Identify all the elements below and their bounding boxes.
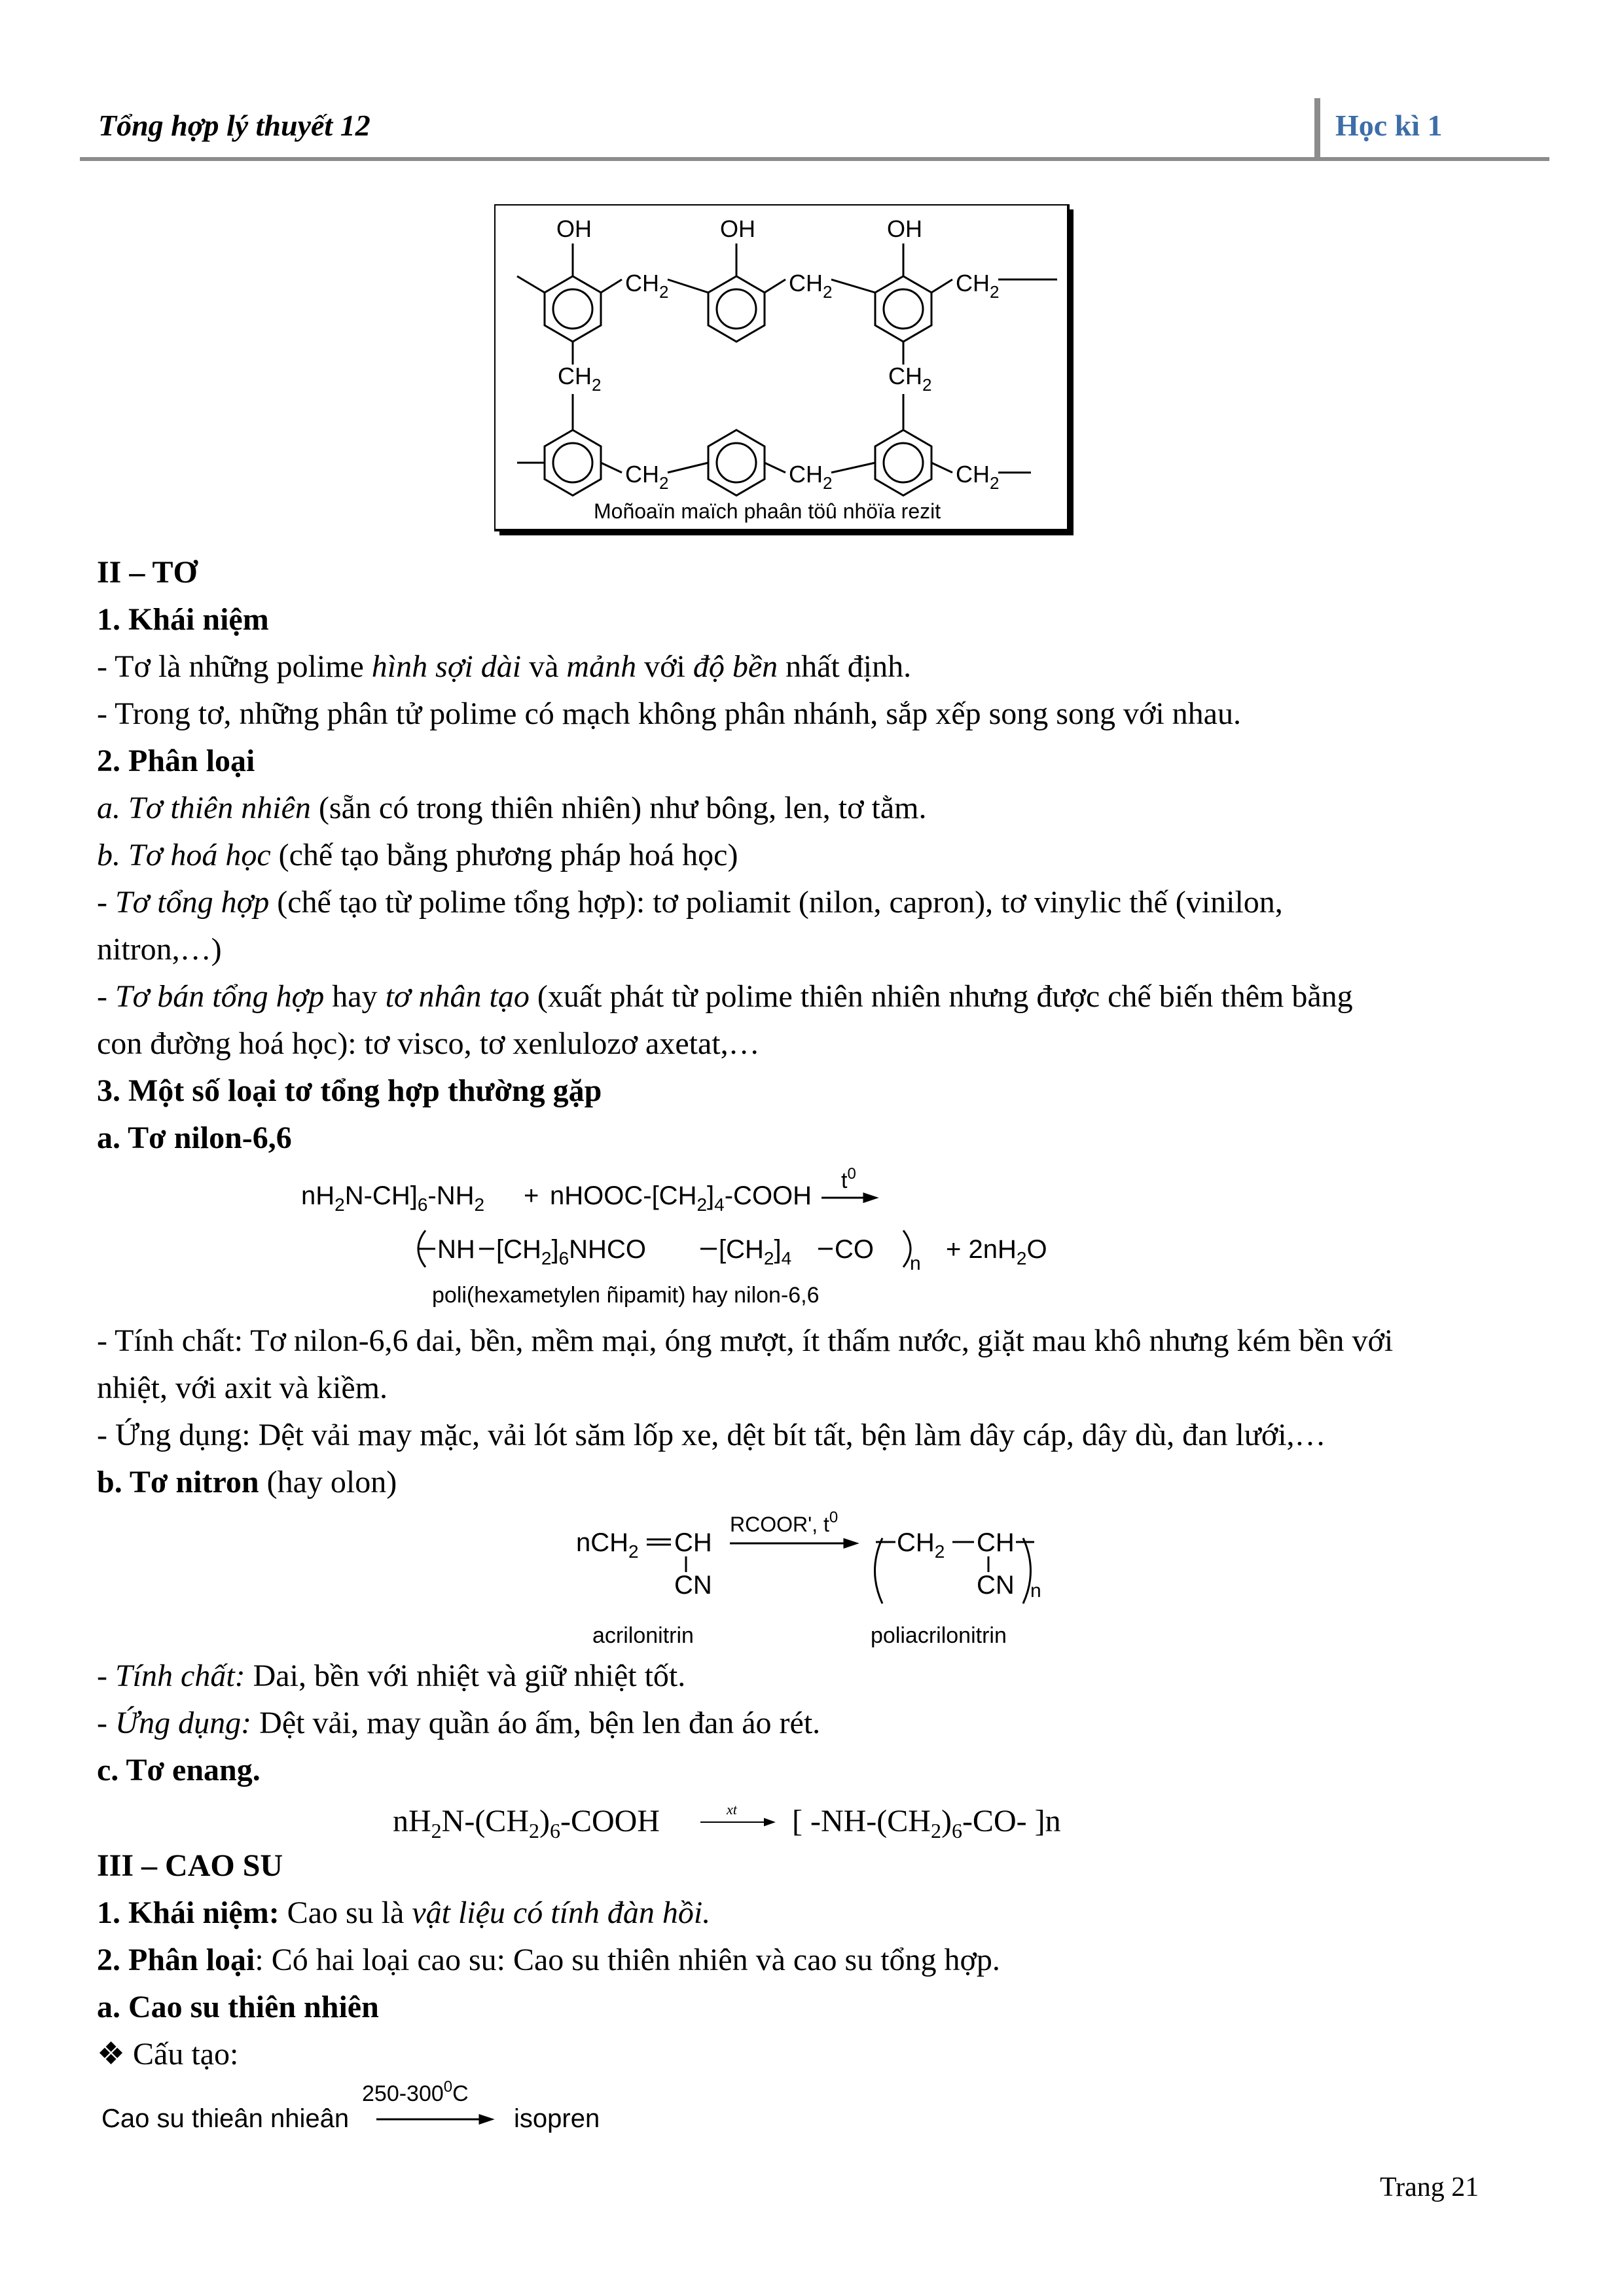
subsection-heading: 1. Khái niệm bbox=[97, 602, 269, 637]
paragraph: - Tơ bán tổng hợp hay tơ nhân tạo (xuất phát từ polime thiên nhiên nhưng được chế biến thêm bằng bbox=[97, 979, 1353, 1014]
paragraph: - Tính chất: Dai, bền với nhiệt và giữ nhiệt tốt. bbox=[97, 1659, 686, 1693]
oh-label: OH bbox=[556, 215, 592, 242]
svg-text:CN: CN bbox=[674, 1571, 712, 1600]
paragraph: nhiệt, với axit và kiềm. bbox=[97, 1371, 388, 1405]
subsection-heading: a. Cao su thiên nhiên bbox=[97, 1990, 379, 2024]
oh-label: OH bbox=[720, 215, 755, 242]
svg-text:CH: CH bbox=[674, 1528, 712, 1557]
svg-text:Cao su thieân nhieân: Cao su thieân nhieân bbox=[101, 2104, 350, 2133]
subsection-heading: a. Tơ nilon-6,6 bbox=[97, 1121, 292, 1155]
svg-text:n: n bbox=[910, 1253, 921, 1274]
svg-text:[CH2]6NHCO: $[CH_2]_6NHCO$ bbox=[496, 1235, 646, 1268]
paragraph: - Tính chất: Tơ nilon-6,6 dai, bền, mềm mại, óng mượt, ít thấm nước, giặt mau khô nhưng kém bền với bbox=[97, 1323, 1394, 1358]
svg-text:CH2: $CH_2$ bbox=[897, 1528, 945, 1562]
polymer-name: poli(hexametylen ñipamit) hay nilon-6,6 bbox=[432, 1283, 820, 1308]
svg-text:+ 2nH2O: + $2nH_2O$ bbox=[946, 1235, 1047, 1268]
document-title: Tổng hợp lý thuyết 12 bbox=[98, 109, 370, 142]
diamond-bullet-icon: ❖ bbox=[97, 2037, 126, 2072]
svg-text:CO: CO bbox=[835, 1235, 874, 1264]
paragraph: - Ứng dụng: Dệt vải may mặc, vải lót săm lốp xe, dệt bít tất, bện làm dây cáp, dây dù, đan lưới,… bbox=[97, 1418, 1326, 1452]
svg-text:+: + bbox=[524, 1181, 539, 1210]
svg-text:nHOOC-[CH2]4-COOH: nHOOC-$[CH_2]_4$-COOH bbox=[550, 1181, 812, 1215]
resit-structure-figure bbox=[494, 204, 1083, 545]
svg-text:nH2N-(CH2)6-COOH: $nH_2N-(CH_2)_6$-COOH bbox=[393, 1804, 660, 1842]
paragraph: con đường hoá học): tơ visco, tơ xenlulozơ axetat,… bbox=[97, 1026, 760, 1061]
svg-text:[ -NH-(CH2)6-CO- ]n: [ $-NH-(CH_2)_6-CO-$ ]n bbox=[792, 1804, 1061, 1842]
nylon-reaction-figure bbox=[295, 1165, 1080, 1316]
subscript: 2 bbox=[659, 282, 669, 302]
ch2-label: CH bbox=[789, 270, 823, 296]
header-rule bbox=[80, 157, 1549, 161]
ch2-label: CH bbox=[956, 270, 990, 296]
enang-reaction-figure bbox=[393, 1793, 1146, 1846]
paragraph: b. Tơ hoá học (chế tạo bằng phương pháp hoá học) bbox=[97, 838, 738, 872]
section-heading: III – CAO SU bbox=[97, 1848, 283, 1883]
subscript: 2 bbox=[592, 375, 602, 395]
semester-label: Học kì 1 bbox=[1335, 109, 1443, 142]
ch2-label: CH bbox=[888, 363, 922, 389]
subscript: 2 bbox=[990, 473, 1000, 493]
subsection-heading: c. Tơ enang. bbox=[97, 1753, 261, 1787]
figure-caption: Moñoaïn maïch phaân töû nhöïa rezit bbox=[594, 499, 941, 523]
paragraph: 2. Phân loại: Có hai loại cao su: Cao su thiên nhiên và cao su tổng hợp. bbox=[97, 1943, 1000, 1977]
subscript: 2 bbox=[990, 282, 1000, 302]
svg-text:nH2N-CH]6-NH2: $nH_2N-CH]_6-NH_2$ bbox=[301, 1181, 485, 1215]
page-number: Trang 21 bbox=[1380, 2172, 1479, 2202]
svg-text:250-3000C: $250-300^0C$ bbox=[362, 2078, 469, 2106]
svg-text:t0: $t^0$ bbox=[841, 1165, 856, 1193]
nitron-reaction-figure bbox=[576, 1505, 1074, 1656]
paragraph: - Tơ tổng hợp (chế tạo từ polime tổng hợp): tơ poliamit (nilon, capron), tơ vinylic thế (vinilon, bbox=[97, 885, 1283, 920]
ch2-label: CH bbox=[625, 461, 659, 488]
paragraph: - Trong tơ, những phân tử polime có mạch không phân nhánh, sắp xếp song song với nhau. bbox=[97, 696, 1241, 731]
ch2-label: CH bbox=[956, 461, 990, 488]
svg-text:xt: xt bbox=[727, 1801, 737, 1818]
oh-label: OH bbox=[887, 215, 922, 242]
subscript: 2 bbox=[659, 473, 669, 493]
subsection-heading: 3. Một số loại tơ tổng hợp thường gặp bbox=[97, 1073, 602, 1108]
subscript: 2 bbox=[922, 375, 932, 395]
section-heading: II – TƠ bbox=[97, 555, 198, 590]
svg-text:NH: NH bbox=[437, 1235, 475, 1264]
rubber-reaction-figure bbox=[101, 2075, 625, 2140]
svg-text:CN: CN bbox=[977, 1571, 1015, 1600]
paragraph: - Tơ là những polime hình sợi dài và mảnh với độ bền nhất định. bbox=[97, 649, 912, 684]
subsection-heading: b. Tơ nitron (hay olon) bbox=[97, 1465, 397, 1499]
paragraph: a. Tơ thiên nhiên (sẵn có trong thiên nhiên) như bông, len, tơ tằm. bbox=[97, 791, 927, 825]
subscript: 2 bbox=[823, 282, 833, 302]
svg-text:n: n bbox=[1030, 1580, 1041, 1602]
svg-text:nCH2: nCH$_2$ bbox=[576, 1528, 639, 1562]
subsection-heading: 2. Phân loại bbox=[97, 744, 255, 778]
paragraph: 1. Khái niệm: Cao su là vật liệu có tính đàn hồi. bbox=[97, 1895, 711, 1930]
ch2-label: CH bbox=[789, 461, 823, 488]
ch2-label: CH bbox=[625, 270, 659, 296]
paragraph: ❖ Cấu tạo: bbox=[97, 2037, 239, 2072]
header-divider bbox=[1314, 98, 1320, 158]
ch2-label: CH bbox=[558, 363, 592, 389]
subscript: 2 bbox=[823, 473, 833, 493]
svg-text:CH: CH bbox=[977, 1528, 1015, 1557]
paragraph: - Ứng dụng: Dệt vải, may quần áo ấm, bện len đan áo rét. bbox=[97, 1706, 821, 1740]
paragraph: nitron,…) bbox=[97, 932, 222, 967]
polymer-name: poliacrilonitrin bbox=[871, 1623, 1007, 1648]
svg-text:isopren: isopren bbox=[514, 2104, 600, 2133]
monomer-name: acrilonitrin bbox=[592, 1623, 694, 1648]
svg-text:[CH2]4: $[CH_2]_4$ bbox=[719, 1235, 792, 1268]
svg-text:RCOOR', t0: RCOOR', $t^0$ bbox=[730, 1509, 839, 1536]
